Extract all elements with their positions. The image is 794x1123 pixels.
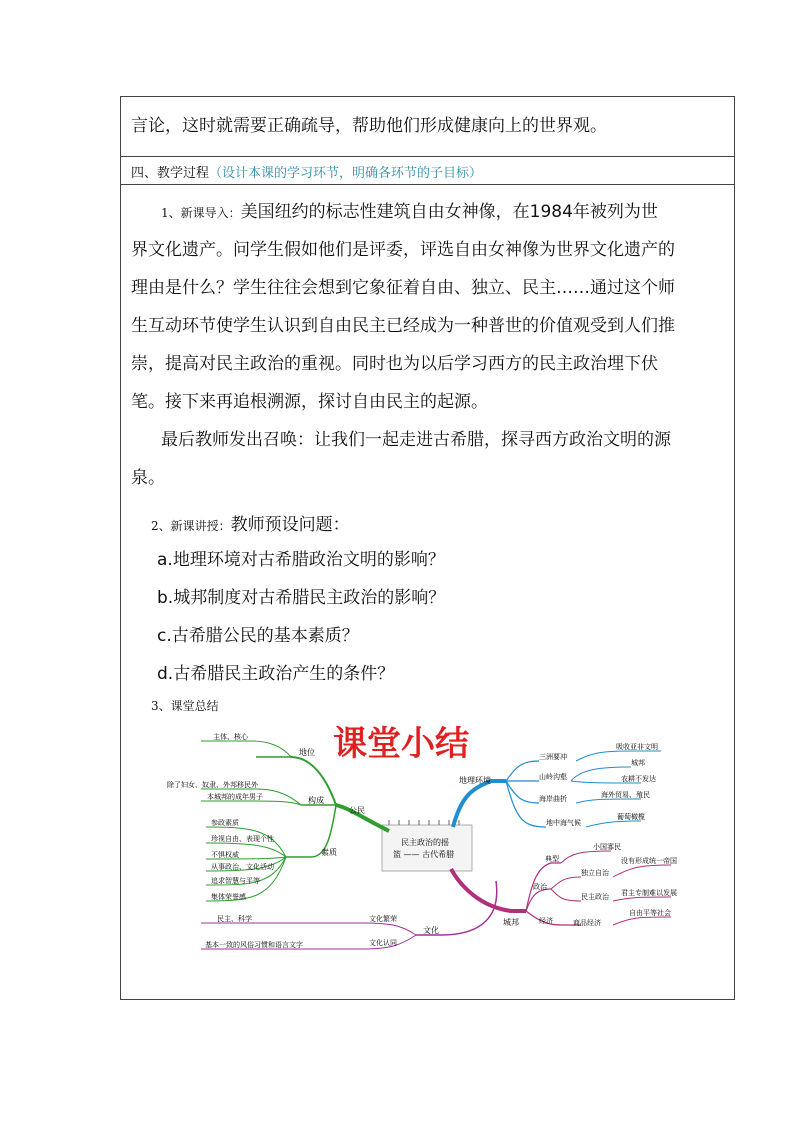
geo-1: 三洲要冲 <box>539 753 567 761</box>
label-junzhu: 君主专制难以发展 <box>621 889 677 897</box>
geo-2-result-2: 农耕不发达 <box>621 775 656 783</box>
label-minzhu: 民主政治 <box>581 893 609 901</box>
summary-heading: 3、课堂总结 <box>151 699 219 713</box>
geo-2: 山岭沟壑 <box>539 773 567 781</box>
question-b: b.城邦制度对古希腊民主政治的影响？ <box>157 588 446 608</box>
intro-line-2: 界文化遗产。问学生假如他们是评委，评选自由女神像为世界文化遗产的 <box>131 240 675 260</box>
label-minzhukexue: 民主、科学 <box>217 915 252 923</box>
lesson-plan-table <box>120 96 735 1000</box>
label-dili: 地理环境 <box>459 776 491 785</box>
intro-line-1: 1、新课导入：美国纽约的标志性建筑自由女神像，在1984年被列为世 <box>161 202 658 222</box>
intro-number: 1、新课导入： <box>161 206 241 220</box>
label-zhuti: 主体、核心 <box>213 733 248 741</box>
question-d: d.古希腊民主政治产生的条件？ <box>157 664 395 684</box>
intro-line-4: 生互动环节使学生认识到自由民主已经成为一种普世的价值观受到人们推 <box>131 316 675 336</box>
suzhi-5: 追求智慧与平等 <box>211 877 260 885</box>
section-label: 四、教学过程 <box>131 166 210 181</box>
closing-line-2: 泉。 <box>131 468 165 488</box>
intro-line-5: 崇，提高对民主政治的重视。同时也为以后学习西方的民主政治埋下伏 <box>131 354 658 374</box>
label-benchengbang: 本城邦的成年男子 <box>207 793 263 801</box>
suzhi-6: 集体荣誉感 <box>211 893 246 901</box>
label-meiyou: 没有形成统一帝国 <box>621 857 677 865</box>
label-jingji: 经济 <box>539 917 553 925</box>
geo-4: 地中海气候 <box>546 819 581 827</box>
section-header <box>131 162 482 181</box>
intro-line-6: 笔。接下来再追根溯源，探讨自由民主的起源。 <box>131 392 488 412</box>
label-duli: 独立自治 <box>581 869 609 877</box>
label-goucheng: 构成 <box>308 796 324 805</box>
suzhi-3: 不惧权威 <box>211 851 239 859</box>
question-c: c.古希腊公民的基本素质？ <box>157 626 359 646</box>
lecture-text: 教师预设问题： <box>230 515 350 535</box>
section-header-row <box>121 157 734 185</box>
suzhi-4: 从事政治、文化活动 <box>211 863 274 871</box>
label-chengbang: 城邦 <box>503 918 519 927</box>
mind-map-title: 课堂小结 <box>333 724 469 764</box>
closing-line-1: 最后教师发出召唤：让我们一起走进古希腊，探寻西方政治文明的源 <box>161 430 671 450</box>
previous-row <box>121 97 734 157</box>
geo-3: 海岸曲折 <box>539 795 567 803</box>
lecture-heading <box>151 510 350 535</box>
label-chuqu: 除了妇女、奴隶、外邦移民外 <box>167 781 258 789</box>
geo-2-result-1: 城邦 <box>631 759 645 767</box>
intro-line-3: 理由是什么？学生往往会想到它象征着自由、独立、民主……通过这个师 <box>131 278 675 298</box>
geo-4-result: 葡萄橄榄 <box>617 813 645 821</box>
label-shangpin: 商品经济 <box>573 919 601 927</box>
label-xiaoguoguamin: 小国寡民 <box>593 843 621 851</box>
geo-1-result: 吸收亚非文明 <box>616 743 658 751</box>
center-text-1: 民主政治的摇 <box>401 838 449 847</box>
mind-map <box>161 717 701 967</box>
label-ziyou: 自由平等社会 <box>629 909 671 917</box>
center-card <box>382 820 472 871</box>
label-suzhi: 素质 <box>321 848 337 857</box>
suzhi-2: 珍视自由、表现个性 <box>211 835 274 843</box>
label-wenhuafanrong: 文化繁荣 <box>369 915 397 923</box>
geo-3-result: 海外贸易、殖民 <box>601 791 650 799</box>
label-zhengzhi: 政治 <box>533 883 547 891</box>
label-dianxing: 典型 <box>545 855 559 863</box>
label-wenhuarentong: 文化认同 <box>369 939 397 947</box>
label-gongmin: 公民 <box>349 806 365 815</box>
lecture-number: 2、新课讲授： <box>151 519 231 533</box>
label-jibenyizhi: 基本一致的风俗习惯和语言文字 <box>205 941 303 949</box>
center-text-2: 篮 —— 古代希腊 <box>393 850 455 859</box>
section-hint: （设计本课的学习环节，明确各环节的子目标） <box>209 166 483 181</box>
question-a: a.地理环境对古希腊政治文明的影响？ <box>157 550 445 570</box>
label-diwei: 地位 <box>299 748 315 757</box>
label-wenhua: 文化 <box>423 926 439 935</box>
previous-row-text: 言论，这时就需要正确疏导，帮助他们形成健康向上的世界观。 <box>131 116 607 136</box>
suzhi-1: 参政素质 <box>211 819 239 827</box>
